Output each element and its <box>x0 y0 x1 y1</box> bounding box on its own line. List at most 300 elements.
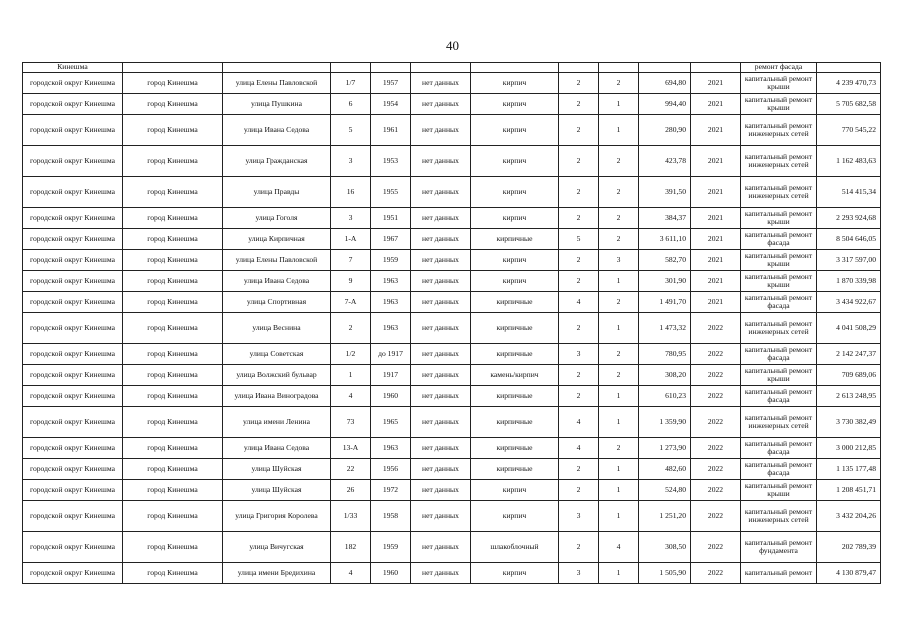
cell-city: город Кинешма <box>123 94 223 115</box>
cell-year2: нет данных <box>411 407 471 438</box>
cell-house: 1/33 <box>331 501 371 532</box>
cell-material <box>471 63 559 73</box>
cell-house: 4 <box>331 563 371 584</box>
cell-city: город Кинешма <box>123 438 223 459</box>
cell-street: улица имени Бредихина <box>223 563 331 584</box>
cell-entrances: 3 <box>599 250 639 271</box>
cell-city: город Кинешма <box>123 146 223 177</box>
cell-street: улица Волжский бульвар <box>223 365 331 386</box>
cell-entrances: 1 <box>599 94 639 115</box>
cell-city: город Кинешма <box>123 177 223 208</box>
cell-district: городской округ Кинешма <box>23 146 123 177</box>
cell-house: 1/7 <box>331 73 371 94</box>
cell-year: 1967 <box>371 229 411 250</box>
cell-year: 1963 <box>371 313 411 344</box>
cell-plan-year: 2021 <box>691 271 741 292</box>
cell-entrances: 1 <box>599 501 639 532</box>
cell-work: капитальный ремонт инженерных сетей <box>741 146 817 177</box>
cell-work: капитальный ремонт крыши <box>741 480 817 501</box>
cell-cost: 1 135 177,48 <box>817 459 881 480</box>
cell-floors: 2 <box>559 73 599 94</box>
table-row <box>23 208 881 229</box>
cell-year2: нет данных <box>411 438 471 459</box>
cell-street: улица Шуйская <box>223 480 331 501</box>
table-row <box>23 146 881 177</box>
cell-cost: 202 789,39 <box>817 532 881 563</box>
cell-year: 1960 <box>371 563 411 584</box>
cell-city: город Кинешма <box>123 271 223 292</box>
cell-year: 1963 <box>371 292 411 313</box>
cell-work: капитальный ремонт фасада <box>741 292 817 313</box>
cell-cost: 770 545,22 <box>817 115 881 146</box>
cell-city: город Кинешма <box>123 459 223 480</box>
cell-year: 1917 <box>371 365 411 386</box>
cell-floors: 2 <box>559 94 599 115</box>
cell-district: городской округ Кинешма <box>23 94 123 115</box>
cell-year <box>371 63 411 73</box>
cell-district: Кинешма <box>23 63 123 73</box>
cell-city: город Кинешма <box>123 365 223 386</box>
cell-plan-year: 2021 <box>691 94 741 115</box>
cell-cost: 4 041 508,29 <box>817 313 881 344</box>
cell-material: кирпичные <box>471 229 559 250</box>
cell-entrances: 1 <box>599 386 639 407</box>
cell-year: 1953 <box>371 146 411 177</box>
cell-year2: нет данных <box>411 344 471 365</box>
cell-district: городской округ Кинешма <box>23 386 123 407</box>
cell-city: город Кинешма <box>123 532 223 563</box>
cell-cost: 3 434 922,67 <box>817 292 881 313</box>
table-row <box>23 501 881 532</box>
cell-cost: 5 705 682,58 <box>817 94 881 115</box>
housing-repair-table <box>22 62 881 584</box>
cell-house: 4 <box>331 386 371 407</box>
cell-year: 1956 <box>371 459 411 480</box>
cell-area: 1 273,90 <box>639 438 691 459</box>
cell-street: улица Советская <box>223 344 331 365</box>
cell-floors: 4 <box>559 438 599 459</box>
cell-work: капитальный ремонт крыши <box>741 365 817 386</box>
cell-district: городской округ Кинешма <box>23 229 123 250</box>
cell-plan-year: 2021 <box>691 208 741 229</box>
cell-year: до 1917 <box>371 344 411 365</box>
cell-city: город Кинешма <box>123 250 223 271</box>
cell-work: капитальный ремонт инженерных сетей <box>741 407 817 438</box>
table-row <box>23 480 881 501</box>
cell-entrances: 2 <box>599 229 639 250</box>
cell-district: городской округ Кинешма <box>23 177 123 208</box>
cell-year: 1958 <box>371 501 411 532</box>
cell-cost: 3 432 204,26 <box>817 501 881 532</box>
cell-plan-year: 2022 <box>691 532 741 563</box>
cell-work: капитальный ремонт фундамента <box>741 532 817 563</box>
cell-house: 3 <box>331 146 371 177</box>
cell-plan-year: 2021 <box>691 229 741 250</box>
cell-street: улица Вичугская <box>223 532 331 563</box>
cell-district: городской округ Кинешма <box>23 365 123 386</box>
cell-entrances: 1 <box>599 271 639 292</box>
table-row-continuation <box>23 63 881 73</box>
cell-area: 610,23 <box>639 386 691 407</box>
cell-floors: 2 <box>559 208 599 229</box>
cell-entrances: 1 <box>599 407 639 438</box>
cell-year2: нет данных <box>411 292 471 313</box>
cell-material: камень/кирпич <box>471 365 559 386</box>
cell-floors: 2 <box>559 271 599 292</box>
cell-house: 182 <box>331 532 371 563</box>
cell-plan-year <box>691 63 741 73</box>
cell-floors: 2 <box>559 365 599 386</box>
cell-cost: 4 130 879,47 <box>817 563 881 584</box>
cell-material: кирпичные <box>471 292 559 313</box>
cell-district: городской округ Кинешма <box>23 563 123 584</box>
cell-cost: 1 208 451,71 <box>817 480 881 501</box>
cell-area: 391,50 <box>639 177 691 208</box>
cell-year: 1963 <box>371 271 411 292</box>
cell-work: капитальный ремонт инженерных сетей <box>741 313 817 344</box>
cell-house: 9 <box>331 271 371 292</box>
cell-plan-year: 2021 <box>691 250 741 271</box>
cell-cost: 3 730 382,49 <box>817 407 881 438</box>
cell-year2: нет данных <box>411 501 471 532</box>
cell-material: кирпичные <box>471 313 559 344</box>
cell-area: 308,20 <box>639 365 691 386</box>
table-row <box>23 250 881 271</box>
cell-year2: нет данных <box>411 250 471 271</box>
cell-district: городской округ Кинешма <box>23 208 123 229</box>
cell-street: улица Правды <box>223 177 331 208</box>
cell-floors: 2 <box>559 146 599 177</box>
cell-street: улица Елены Павловской <box>223 73 331 94</box>
cell-cost: 8 504 646,05 <box>817 229 881 250</box>
cell-work: капитальный ремонт крыши <box>741 250 817 271</box>
cell-plan-year: 2022 <box>691 480 741 501</box>
cell-house: 16 <box>331 177 371 208</box>
cell-year2: нет данных <box>411 480 471 501</box>
cell-year2: нет данных <box>411 73 471 94</box>
cell-city: город Кинешма <box>123 407 223 438</box>
cell-house: 26 <box>331 480 371 501</box>
cell-street: улица Кирпичная <box>223 229 331 250</box>
table-row <box>23 438 881 459</box>
cell-street: улица Ивана Седова <box>223 115 331 146</box>
cell-floors: 3 <box>559 563 599 584</box>
cell-plan-year: 2022 <box>691 438 741 459</box>
cell-cost: 3 317 597,00 <box>817 250 881 271</box>
cell-work: капитальный ремонт фасада <box>741 459 817 480</box>
table-row <box>23 94 881 115</box>
cell-material: кирпичные <box>471 344 559 365</box>
cell-house: 7-А <box>331 292 371 313</box>
cell-floors: 4 <box>559 292 599 313</box>
cell-cost <box>817 63 881 73</box>
cell-entrances: 2 <box>599 208 639 229</box>
cell-year: 1959 <box>371 532 411 563</box>
cell-work: капитальный ремонт фасада <box>741 344 817 365</box>
cell-floors: 5 <box>559 229 599 250</box>
cell-year: 1951 <box>371 208 411 229</box>
cell-material: шлакоблочный <box>471 532 559 563</box>
cell-plan-year: 2022 <box>691 563 741 584</box>
cell-entrances: 4 <box>599 532 639 563</box>
cell-city: город Кинешма <box>123 73 223 94</box>
cell-work: капитальный ремонт инженерных сетей <box>741 115 817 146</box>
cell-street: улица Пушкина <box>223 94 331 115</box>
cell-house: 73 <box>331 407 371 438</box>
cell-material: кирпич <box>471 177 559 208</box>
cell-district: городской округ Кинешма <box>23 459 123 480</box>
cell-year: 1954 <box>371 94 411 115</box>
cell-floors: 2 <box>559 459 599 480</box>
cell-area: 1 359,90 <box>639 407 691 438</box>
cell-city: город Кинешма <box>123 292 223 313</box>
cell-area <box>639 63 691 73</box>
cell-year2 <box>411 63 471 73</box>
cell-district: городской округ Кинешма <box>23 407 123 438</box>
cell-year: 1961 <box>371 115 411 146</box>
table-row <box>23 292 881 313</box>
table-row <box>23 229 881 250</box>
table-row <box>23 365 881 386</box>
cell-house: 13-А <box>331 438 371 459</box>
cell-city: город Кинешма <box>123 313 223 344</box>
cell-city: город Кинешма <box>123 501 223 532</box>
cell-plan-year: 2022 <box>691 407 741 438</box>
page-number: 40 <box>446 38 459 53</box>
cell-district: городской округ Кинешма <box>23 73 123 94</box>
cell-district: городской округ Кинешма <box>23 438 123 459</box>
cell-material: кирпич <box>471 73 559 94</box>
cell-plan-year: 2022 <box>691 344 741 365</box>
table-row <box>23 563 881 584</box>
cell-material: кирпич <box>471 563 559 584</box>
cell-area: 384,37 <box>639 208 691 229</box>
cell-entrances: 2 <box>599 438 639 459</box>
cell-house: 6 <box>331 94 371 115</box>
cell-plan-year: 2021 <box>691 177 741 208</box>
cell-city: город Кинешма <box>123 208 223 229</box>
cell-material: кирпич <box>471 94 559 115</box>
cell-cost: 3 000 212,85 <box>817 438 881 459</box>
cell-year2: нет данных <box>411 208 471 229</box>
table-row <box>23 407 881 438</box>
cell-work: капитальный ремонт фасада <box>741 229 817 250</box>
cell-work: капитальный ремонт фасада <box>741 438 817 459</box>
cell-area: 1 473,32 <box>639 313 691 344</box>
table-row <box>23 115 881 146</box>
cell-district: городской округ Кинешма <box>23 250 123 271</box>
cell-floors: 2 <box>559 532 599 563</box>
cell-area: 308,50 <box>639 532 691 563</box>
cell-street: улица Гоголя <box>223 208 331 229</box>
cell-house: 1 <box>331 365 371 386</box>
cell-district: городской округ Кинешма <box>23 313 123 344</box>
cell-plan-year: 2022 <box>691 459 741 480</box>
cell-work: капитальный ремонт крыши <box>741 208 817 229</box>
cell-year: 1955 <box>371 177 411 208</box>
cell-floors <box>559 63 599 73</box>
cell-area: 994,40 <box>639 94 691 115</box>
cell-house: 7 <box>331 250 371 271</box>
cell-material: кирпич <box>471 208 559 229</box>
table-row <box>23 73 881 94</box>
cell-material: кирпич <box>471 480 559 501</box>
cell-area: 423,78 <box>639 146 691 177</box>
cell-cost: 514 415,34 <box>817 177 881 208</box>
table-body <box>23 63 881 584</box>
cell-year: 1963 <box>371 438 411 459</box>
cell-street: улица Елены Павловской <box>223 250 331 271</box>
cell-entrances: 1 <box>599 115 639 146</box>
cell-year2: нет данных <box>411 459 471 480</box>
cell-year2: нет данных <box>411 146 471 177</box>
cell-entrances: 2 <box>599 365 639 386</box>
cell-area: 1 505,90 <box>639 563 691 584</box>
cell-work: ремонт фасада <box>741 63 817 73</box>
cell-city: город Кинешма <box>123 115 223 146</box>
cell-cost: 1 870 339,98 <box>817 271 881 292</box>
cell-house: 1/2 <box>331 344 371 365</box>
cell-house <box>331 63 371 73</box>
cell-plan-year: 2022 <box>691 365 741 386</box>
cell-cost: 2 613 248,95 <box>817 386 881 407</box>
cell-cost: 1 162 483,63 <box>817 146 881 177</box>
cell-house: 1-А <box>331 229 371 250</box>
cell-year2: нет данных <box>411 365 471 386</box>
table-row <box>23 532 881 563</box>
cell-material: кирпич <box>471 250 559 271</box>
cell-plan-year: 2022 <box>691 501 741 532</box>
cell-year: 1959 <box>371 250 411 271</box>
cell-floors: 3 <box>559 501 599 532</box>
cell-entrances: 2 <box>599 73 639 94</box>
cell-area: 1 251,20 <box>639 501 691 532</box>
cell-material: кирпичные <box>471 459 559 480</box>
cell-floors: 2 <box>559 250 599 271</box>
cell-city <box>123 63 223 73</box>
cell-floors: 2 <box>559 115 599 146</box>
cell-area: 301,90 <box>639 271 691 292</box>
cell-year2: нет данных <box>411 563 471 584</box>
cell-district: городской округ Кинешма <box>23 271 123 292</box>
cell-area: 280,90 <box>639 115 691 146</box>
cell-plan-year: 2021 <box>691 292 741 313</box>
cell-area: 3 611,10 <box>639 229 691 250</box>
cell-street: улица Григория Королева <box>223 501 331 532</box>
cell-year2: нет данных <box>411 532 471 563</box>
cell-material: кирпичные <box>471 386 559 407</box>
cell-entrances: 1 <box>599 459 639 480</box>
cell-material: кирпичные <box>471 407 559 438</box>
cell-year: 1965 <box>371 407 411 438</box>
cell-work: капитальный ремонт крыши <box>741 271 817 292</box>
cell-year: 1960 <box>371 386 411 407</box>
cell-street: улица Ивана Седова <box>223 438 331 459</box>
table-row <box>23 271 881 292</box>
cell-cost: 4 239 470,73 <box>817 73 881 94</box>
table-row <box>23 386 881 407</box>
cell-city: город Кинешма <box>123 480 223 501</box>
cell-house: 22 <box>331 459 371 480</box>
cell-plan-year: 2022 <box>691 386 741 407</box>
cell-entrances: 1 <box>599 480 639 501</box>
cell-floors: 2 <box>559 386 599 407</box>
cell-year2: нет данных <box>411 177 471 208</box>
cell-work: капитальный ремонт крыши <box>741 73 817 94</box>
cell-house: 3 <box>331 208 371 229</box>
cell-street: улица имени Ленина <box>223 407 331 438</box>
cell-material: кирпичные <box>471 438 559 459</box>
cell-city: город Кинешма <box>123 386 223 407</box>
cell-year2: нет данных <box>411 271 471 292</box>
cell-floors: 2 <box>559 177 599 208</box>
cell-area: 694,80 <box>639 73 691 94</box>
cell-street: улица Веснина <box>223 313 331 344</box>
cell-year2: нет данных <box>411 94 471 115</box>
cell-work: капитальный ремонт инженерных сетей <box>741 177 817 208</box>
cell-area: 1 491,70 <box>639 292 691 313</box>
cell-street: улица Спортивная <box>223 292 331 313</box>
cell-plan-year: 2021 <box>691 115 741 146</box>
cell-work: капитальный ремонт фасада <box>741 386 817 407</box>
cell-material: кирпич <box>471 115 559 146</box>
cell-entrances: 2 <box>599 146 639 177</box>
cell-year: 1972 <box>371 480 411 501</box>
cell-entrances <box>599 63 639 73</box>
cell-street: улица Ивана Седова <box>223 271 331 292</box>
cell-district: городской округ Кинешма <box>23 532 123 563</box>
cell-street: улица Гражданская <box>223 146 331 177</box>
cell-district: городской округ Кинешма <box>23 292 123 313</box>
cell-city: город Кинешма <box>123 563 223 584</box>
cell-street <box>223 63 331 73</box>
cell-floors: 2 <box>559 480 599 501</box>
cell-area: 780,95 <box>639 344 691 365</box>
cell-district: городской округ Кинешма <box>23 501 123 532</box>
cell-city: город Кинешма <box>123 344 223 365</box>
cell-material: кирпич <box>471 501 559 532</box>
table-row <box>23 313 881 344</box>
cell-entrances: 2 <box>599 177 639 208</box>
cell-year2: нет данных <box>411 115 471 146</box>
cell-entrances: 2 <box>599 292 639 313</box>
cell-district: городской округ Кинешма <box>23 480 123 501</box>
cell-work: капитальный ремонт крыши <box>741 94 817 115</box>
cell-area: 582,70 <box>639 250 691 271</box>
cell-entrances: 2 <box>599 344 639 365</box>
cell-cost: 709 689,06 <box>817 365 881 386</box>
cell-area: 524,80 <box>639 480 691 501</box>
cell-entrances: 1 <box>599 563 639 584</box>
cell-floors: 4 <box>559 407 599 438</box>
table-row <box>23 459 881 480</box>
cell-street: улица Шуйская <box>223 459 331 480</box>
cell-floors: 2 <box>559 313 599 344</box>
cell-work: капитальный ремонт инженерных сетей <box>741 501 817 532</box>
cell-year2: нет данных <box>411 313 471 344</box>
cell-area: 482,60 <box>639 459 691 480</box>
cell-cost: 2 142 247,37 <box>817 344 881 365</box>
table-row <box>23 344 881 365</box>
cell-material: кирпич <box>471 271 559 292</box>
cell-plan-year: 2021 <box>691 73 741 94</box>
cell-cost: 2 293 924,68 <box>817 208 881 229</box>
cell-year: 1957 <box>371 73 411 94</box>
cell-entrances: 1 <box>599 313 639 344</box>
cell-year2: нет данных <box>411 386 471 407</box>
cell-year2: нет данных <box>411 229 471 250</box>
cell-house: 2 <box>331 313 371 344</box>
